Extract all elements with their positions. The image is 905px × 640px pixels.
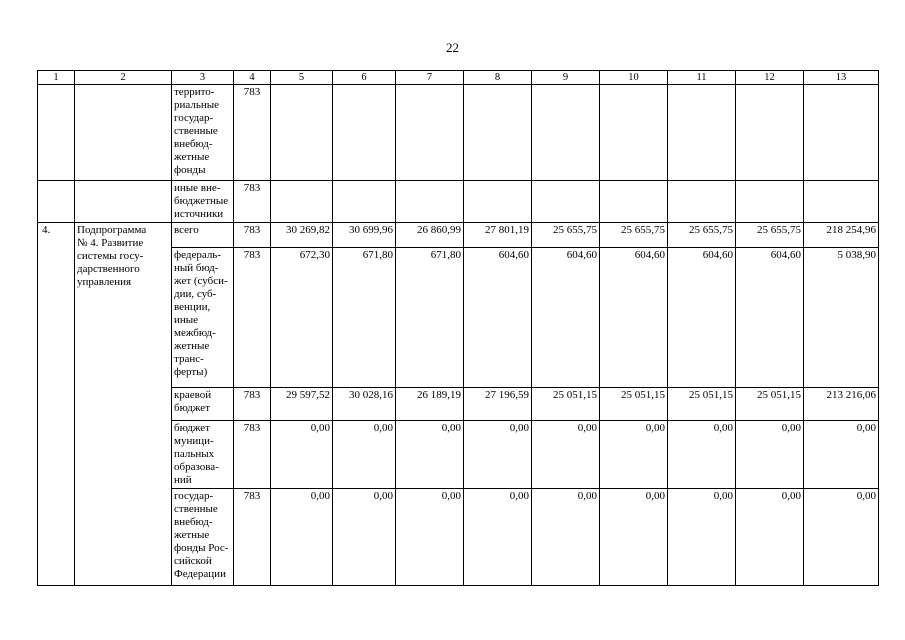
column-header: 11 xyxy=(668,71,736,85)
column-header: 5 xyxy=(271,71,333,85)
value-cell: 30 028,16 xyxy=(333,388,396,421)
value-cell: 0,00 xyxy=(736,421,804,489)
value-cell xyxy=(668,85,736,181)
value-cell: 0,00 xyxy=(396,489,464,586)
value-cell: 27 801,19 xyxy=(464,223,532,248)
value-cell: 29 597,52 xyxy=(271,388,333,421)
value-cell: 671,80 xyxy=(333,248,396,388)
value-cell xyxy=(736,181,804,223)
value-cell: 604,60 xyxy=(464,248,532,388)
value-cell: 26 189,19 xyxy=(396,388,464,421)
column-header: 10 xyxy=(600,71,668,85)
row-name-cell xyxy=(75,181,172,223)
budget-code: 783 xyxy=(234,248,271,388)
column-header: 8 xyxy=(464,71,532,85)
value-cell: 604,60 xyxy=(600,248,668,388)
table-row xyxy=(38,181,879,223)
value-cell: 604,60 xyxy=(736,248,804,388)
budget-code: 783 xyxy=(234,388,271,421)
row-number-cell xyxy=(38,181,75,223)
value-cell: 27 196,59 xyxy=(464,388,532,421)
row-number: 4. xyxy=(38,223,75,586)
column-header: 3 xyxy=(172,71,234,85)
table-row xyxy=(38,85,879,181)
value-cell xyxy=(532,181,600,223)
row-name-cell xyxy=(75,85,172,181)
value-cell: 0,00 xyxy=(804,421,879,489)
value-cell: 671,80 xyxy=(396,248,464,388)
value-cell xyxy=(333,181,396,223)
budget-code: 783 xyxy=(234,489,271,586)
value-cell: 0,00 xyxy=(333,489,396,586)
value-cell xyxy=(464,85,532,181)
value-cell: 25 051,15 xyxy=(736,388,804,421)
funding-source: всего xyxy=(172,223,234,248)
value-cell: 25 051,15 xyxy=(600,388,668,421)
value-cell: 30 269,82 xyxy=(271,223,333,248)
value-cell: 213 216,06 xyxy=(804,388,879,421)
value-cell: 25 655,75 xyxy=(600,223,668,248)
funding-source: краевой бюджет xyxy=(172,388,234,421)
funding-source: иные вне- бюджетные источники xyxy=(172,181,234,223)
budget-code: 783 xyxy=(234,223,271,248)
value-cell: 0,00 xyxy=(271,489,333,586)
column-header: 7 xyxy=(396,71,464,85)
value-cell: 672,30 xyxy=(271,248,333,388)
column-header: 1 xyxy=(38,71,75,85)
value-cell: 0,00 xyxy=(804,489,879,586)
value-cell: 30 699,96 xyxy=(333,223,396,248)
funding-source: федераль- ный бюд- жет (субси- дии, суб- венции, иные межбюд- жетные транс- ферты) xyxy=(172,248,234,388)
budget-code: 783 xyxy=(234,421,271,489)
value-cell xyxy=(668,181,736,223)
row-number-cell xyxy=(38,85,75,181)
value-cell: 0,00 xyxy=(271,421,333,489)
value-cell: 0,00 xyxy=(396,421,464,489)
value-cell: 25 655,75 xyxy=(736,223,804,248)
value-cell: 0,00 xyxy=(464,421,532,489)
value-cell: 0,00 xyxy=(600,421,668,489)
value-cell xyxy=(271,85,333,181)
column-header: 12 xyxy=(736,71,804,85)
subprogram-name: Подпрограмма № 4. Развитие системы госу- дарственного управления xyxy=(75,223,172,586)
value-cell: 25 051,15 xyxy=(668,388,736,421)
value-cell xyxy=(396,85,464,181)
value-cell xyxy=(333,85,396,181)
value-cell xyxy=(532,85,600,181)
value-cell: 0,00 xyxy=(532,489,600,586)
header-row xyxy=(38,71,879,85)
table-row xyxy=(38,223,879,248)
value-cell: 0,00 xyxy=(532,421,600,489)
value-cell: 25 655,75 xyxy=(532,223,600,248)
value-cell: 0,00 xyxy=(333,421,396,489)
page-number: 22 xyxy=(446,40,459,55)
column-header: 9 xyxy=(532,71,600,85)
value-cell: 5 038,90 xyxy=(804,248,879,388)
value-cell xyxy=(804,85,879,181)
value-cell: 0,00 xyxy=(668,489,736,586)
value-cell: 0,00 xyxy=(736,489,804,586)
value-cell: 0,00 xyxy=(464,489,532,586)
value-cell: 0,00 xyxy=(668,421,736,489)
value-cell xyxy=(804,181,879,223)
value-cell xyxy=(600,181,668,223)
column-header: 6 xyxy=(333,71,396,85)
budget-code: 783 xyxy=(234,85,271,181)
value-cell: 604,60 xyxy=(668,248,736,388)
column-header: 4 xyxy=(234,71,271,85)
value-cell: 26 860,99 xyxy=(396,223,464,248)
column-header: 13 xyxy=(804,71,879,85)
budget-table xyxy=(37,70,879,586)
column-header: 2 xyxy=(75,71,172,85)
value-cell: 25 655,75 xyxy=(668,223,736,248)
funding-source: бюджет муници- пальных образова- ний xyxy=(172,421,234,489)
funding-source: государ- ственные внебюд- жетные фонды Рос- сийской Федерации xyxy=(172,489,234,586)
value-cell: 25 051,15 xyxy=(532,388,600,421)
funding-source: террито- риальные государ- ственные внебюд- жетные фонды xyxy=(172,85,234,181)
value-cell: 218 254,96 xyxy=(804,223,879,248)
value-cell xyxy=(464,181,532,223)
value-cell xyxy=(271,181,333,223)
value-cell xyxy=(396,181,464,223)
value-cell: 0,00 xyxy=(600,489,668,586)
value-cell xyxy=(600,85,668,181)
value-cell: 604,60 xyxy=(532,248,600,388)
value-cell xyxy=(736,85,804,181)
budget-code: 783 xyxy=(234,181,271,223)
